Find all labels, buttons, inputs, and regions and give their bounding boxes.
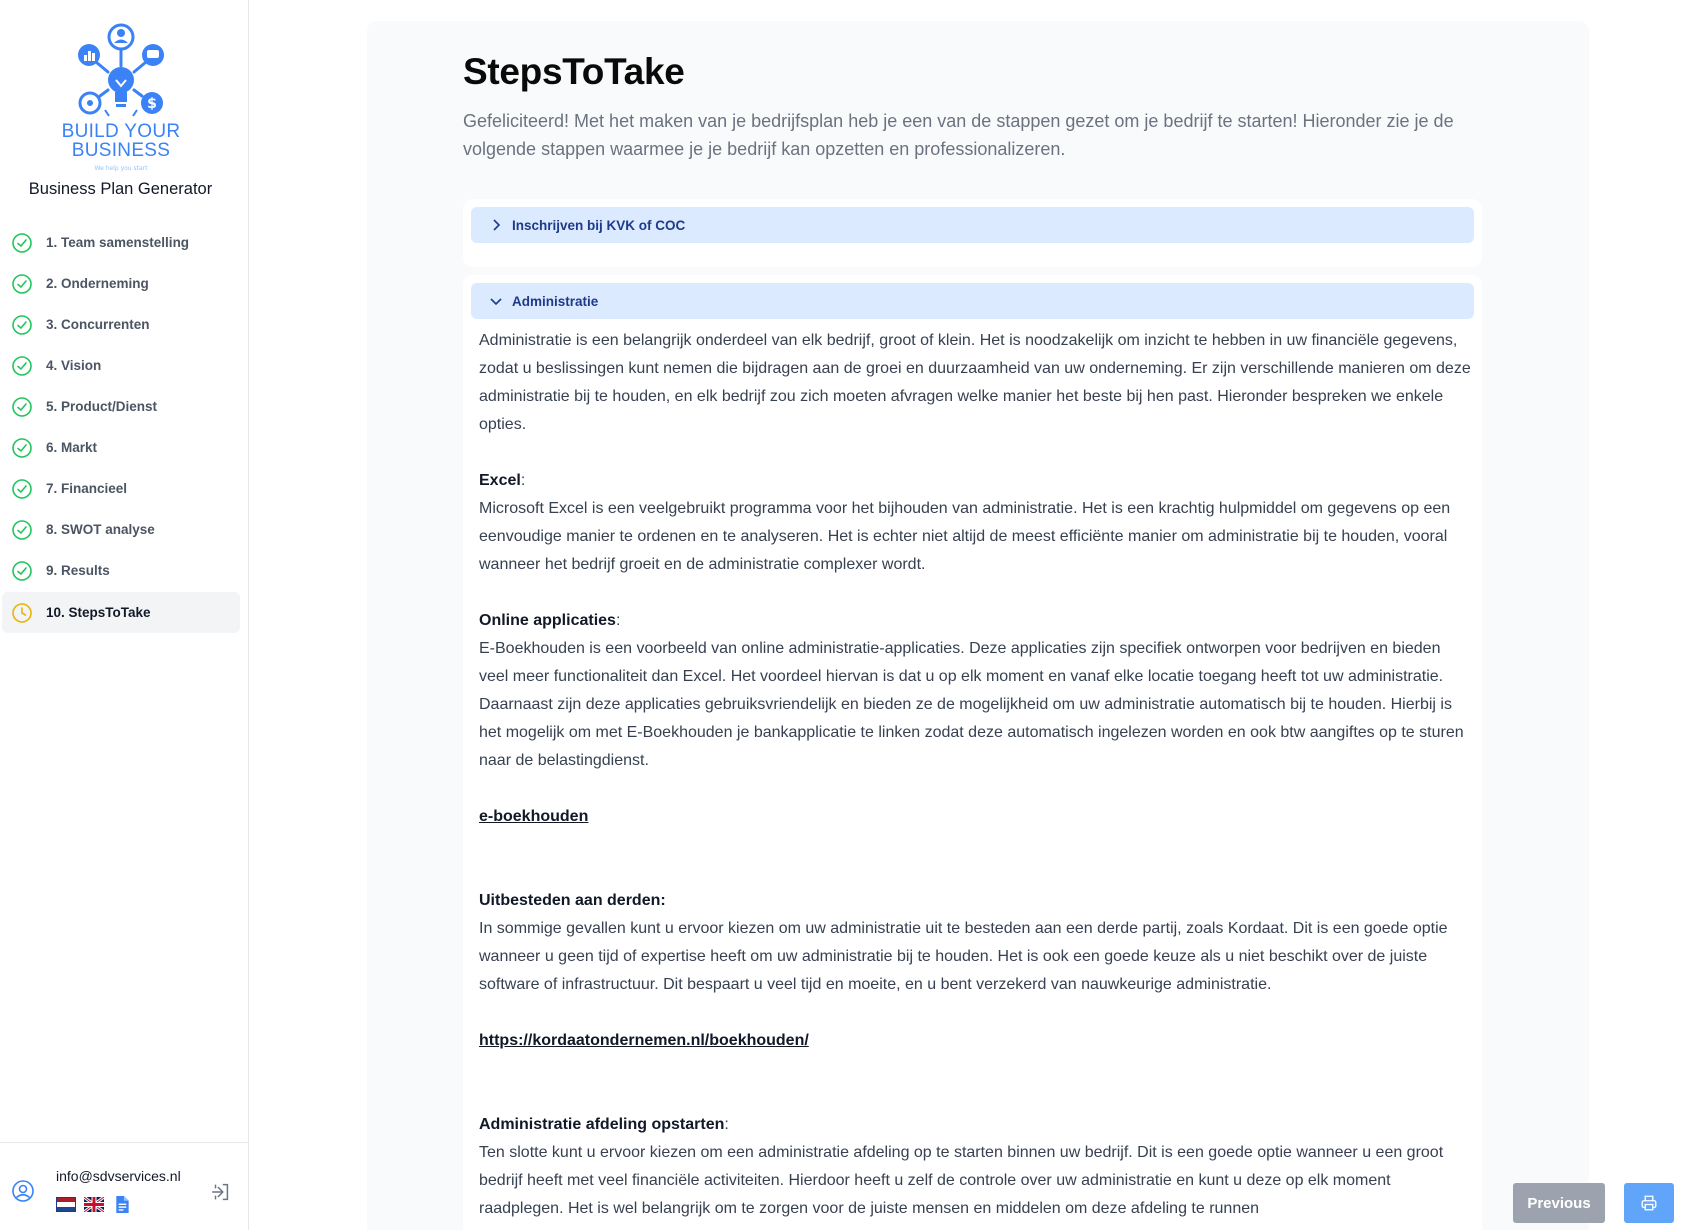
main-content	[367, 21, 1589, 1230]
section-heading-uitbesteden: Uitbesteden aan derden:	[479, 892, 666, 909]
chevron-right-icon	[489, 218, 503, 232]
sidebar-step-label: 6. Markt	[46, 440, 98, 455]
svg-text:$: $	[147, 96, 157, 112]
sidebar-step-2[interactable]	[2, 263, 240, 304]
section-text-afdeling: Ten slotte kunt u ervoor kiezen om een administratie afdeling op te starten binnen uw bedrijf. Dit is een goede optie wanneer u een groot bedrijf heeft met veel financiële activiteiten. Hierdoor heeft u zelf de controle over uw administratie en kunt u deze op elk moment raadplegen. Het is wel belangrijk om te zorgen voor de juiste mensen en middelen om deze afdeling te runnen	[479, 1144, 1444, 1217]
printer-icon	[1640, 1194, 1658, 1212]
sidebar-footer	[0, 1142, 249, 1230]
check-circle-icon	[11, 396, 33, 418]
sidebar	[0, 0, 249, 1230]
sidebar-step-8[interactable]	[2, 509, 240, 550]
accordion-body	[479, 327, 1474, 1223]
sidebar-step-label: 1. Team samenstelling	[46, 235, 190, 250]
section-text-online: E-Boekhouden is een voorbeeld van online administratie-applicaties. Deze applicaties zijn specifiek ontworpen voor bedrijven en bieden veel meer functionaliteit dan Excel. Het voordeel hiervan is dat u op elk moment en vanaf elke locatie toegang heeft tot uw administratie. Daarnaast zijn deze applicaties gebruiksvriendelijk en bieden ze de mogelijkheid om uw administratie automatisch bij te houden. Hierbij is het mogelijk om met E-Boekhouden je bankapplicatie te linken zodat deze automatisch ingelezen worden en ook btw aangiftes op te sturen naar de belastingdienst.	[479, 640, 1464, 769]
app-title: Business Plan Generator	[28, 180, 213, 198]
check-circle-icon	[11, 314, 33, 336]
sidebar-step-9[interactable]	[2, 550, 240, 591]
accordion-header-administratie[interactable]	[471, 283, 1474, 319]
check-circle-icon	[11, 437, 33, 459]
accordion-header-kvk[interactable]	[471, 207, 1474, 243]
previous-button[interactable]: Previous	[1513, 1183, 1605, 1223]
document-icon[interactable]	[112, 1195, 132, 1214]
section-heading-online: Online applicaties:	[479, 612, 621, 629]
sidebar-step-1[interactable]	[2, 222, 240, 263]
check-circle-icon	[11, 478, 33, 500]
admin-intro: Administratie is een belangrijk onderdeel van elk bedrijf, groot of klein. Het is noodzakelijk om inzicht te hebben in uw financiële gegevens, zodat u beslissingen kunt nemen die bijdragen aan de groei en duurzaamheid van uw onderneming. Er zijn verschillende manieren om deze administratie bij te houden, en elk bedrijf zou zich moeten afvragen welke manier het beste bij hen past. Hieronder bespreken we enkele opties.	[479, 332, 1471, 433]
accordion-title: Administratie	[512, 293, 599, 309]
logo-line2: BUSINESS	[71, 140, 171, 161]
accordion-kvk	[463, 199, 1482, 267]
uk-flag-icon[interactable]	[84, 1197, 104, 1212]
accordion-administratie	[463, 275, 1482, 1230]
accordion-title: Inschrijven bij KVK of COC	[512, 217, 686, 233]
chevron-down-icon	[489, 294, 503, 308]
clock-icon	[11, 602, 33, 624]
sidebar-step-label: 8. SWOT analyse	[46, 522, 155, 537]
check-circle-icon	[11, 232, 33, 254]
logo-tagline: We help you start	[94, 165, 148, 172]
brand-logo	[60, 22, 182, 176]
check-circle-icon	[11, 560, 33, 582]
print-button[interactable]	[1624, 1183, 1674, 1223]
sidebar-step-label: 2. Onderneming	[46, 276, 149, 291]
check-circle-icon	[11, 273, 33, 295]
link-kordaat[interactable]: https://kordaatondernemen.nl/boekhouden/	[479, 1032, 809, 1049]
user-email: info@sdvservices.nl	[56, 1168, 181, 1184]
sidebar-step-4[interactable]	[2, 345, 240, 386]
section-text-uitbesteden: In sommige gevallen kunt u ervoor kiezen om uw administratie uit te besteden aan een derde partij, zoals Kordaat. Dit is een goede optie wanneer u geen tijd of expertise heeft om uw administratie bij te houden. Het is ook een goede keuze als u niet beschikt over de juiste software of infrastructuur. Dit bespaart u veel tijd en moeite, en u bent verzekerd van nauwkeurige administratie.	[479, 920, 1448, 993]
sidebar-step-label: 3. Concurrenten	[46, 317, 150, 332]
sidebar-step-label: 10. StepsToTake	[46, 605, 151, 620]
page-title: StepsToTake	[463, 51, 685, 92]
user-circle-icon[interactable]	[11, 1179, 35, 1203]
steps-nav	[2, 222, 240, 633]
logout-icon[interactable]	[210, 1181, 232, 1203]
link-e-boekhouden[interactable]: e-boekhouden	[479, 808, 589, 825]
sidebar-step-5[interactable]	[2, 386, 240, 427]
language-switcher	[56, 1195, 132, 1214]
sidebar-step-10[interactable]	[2, 592, 240, 633]
section-text-excel: Microsoft Excel is een veelgebruikt programma voor het bijhouden van administratie. Het is een krachtig hulpmiddel om gegevens op een eenvoudige manier te ordenen en te analyseren. Het is echter niet altijd de meest efficiënte manier om administratie bij te houden, vooral wanneer het bedrijf groeit en de administratie complexer wordt.	[479, 500, 1451, 573]
sidebar-step-label: 4. Vision	[46, 358, 102, 373]
sidebar-step-label: 7. Financieel	[46, 481, 128, 496]
logo-line1: BUILD YOUR	[61, 121, 181, 142]
sidebar-step-3[interactable]	[2, 304, 240, 345]
check-circle-icon	[11, 519, 33, 541]
sidebar-step-6[interactable]	[2, 427, 240, 468]
sidebar-step-label: 5. Product/Dienst	[46, 399, 158, 414]
page-intro: Gefeliciteerd! Met het maken van je bedrijfsplan heb je een van de stappen gezet om je bedrijf te starten! Hieronder zie je de volgende stappen waarmee je je bedrijf kan opzetten en professionalizeren.	[463, 111, 1454, 159]
section-heading-afdeling: Administratie afdeling opstarten:	[479, 1116, 729, 1133]
section-heading-excel: Excel:	[479, 472, 526, 489]
sidebar-step-label: 9. Results	[46, 563, 110, 578]
lightbulb-network-icon	[60, 22, 182, 132]
sidebar-step-7[interactable]	[2, 468, 240, 509]
nl-flag-icon[interactable]	[56, 1197, 76, 1212]
check-circle-icon	[11, 355, 33, 377]
